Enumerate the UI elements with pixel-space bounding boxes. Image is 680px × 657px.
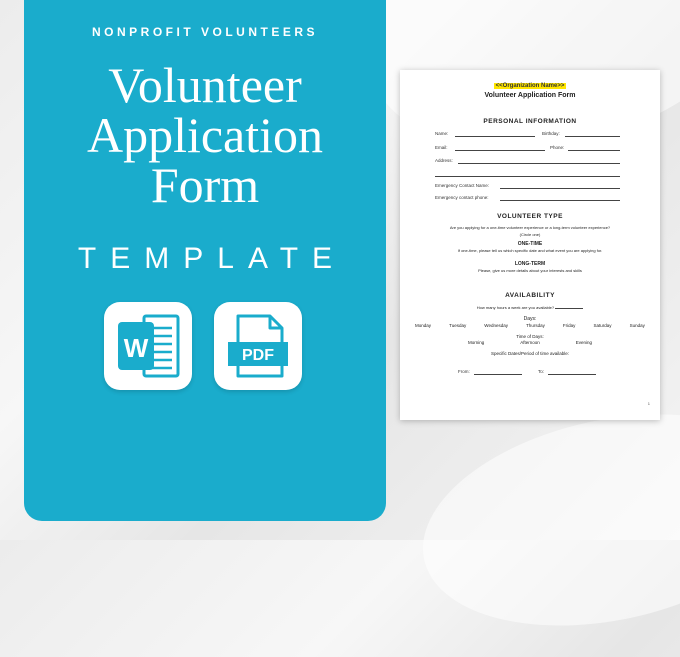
banner-subtitle: TEMPLATE [77, 242, 347, 275]
org-name-row [400, 83, 660, 89]
address-line-2 [435, 176, 620, 177]
pdf-badge-label: PDF [242, 347, 274, 364]
long-term-heading: LONG-TERM [514, 261, 546, 267]
one-time-heading: ONE-TIME [517, 241, 543, 247]
address-label: Address: [435, 158, 453, 163]
personal-heading: PERSONAL INFORMATION [483, 118, 577, 125]
emergency-phone-label: Emergency contact phone: [435, 195, 489, 200]
eyebrow-text: NONPROFIT VOLUNTEERS [91, 25, 318, 39]
title-line: Form [150, 157, 260, 213]
day-option: Thursday [526, 323, 545, 328]
email-label: Email: [435, 145, 448, 150]
day-option: Wednesday [484, 323, 508, 328]
hours-line [555, 308, 583, 309]
document-preview [400, 70, 660, 420]
doc-title: Volunteer Application Form [484, 92, 576, 99]
title-line: Volunteer [108, 57, 302, 113]
emergency-name-label: Emergency Contact Name: [435, 183, 490, 188]
to-label: To: [538, 369, 545, 374]
day-option: Saturday [593, 323, 612, 328]
to-line [548, 374, 596, 375]
name-line [455, 136, 535, 137]
address-line [458, 163, 620, 164]
phone-line [568, 150, 620, 151]
from-line [474, 374, 522, 375]
days-row [400, 323, 660, 328]
day-option: Sunday [629, 323, 645, 328]
volunteer-type-heading: VOLUNTEER TYPE [497, 213, 563, 220]
time-option: Morning [467, 340, 485, 345]
circle-one-note: (Circle one) [519, 232, 541, 237]
page-number: 1 [647, 401, 650, 406]
volunteer-type-question: Are you applying for a one-time volunteer experience or a long-term volunteer experience? [449, 225, 611, 230]
title-line: Application [86, 107, 324, 163]
background-swoosh [403, 383, 680, 657]
day-option: Tuesday [449, 323, 467, 328]
times-row [400, 340, 660, 345]
hours-row [400, 305, 660, 310]
day-option: Monday [415, 323, 432, 328]
emergency-phone-line [500, 200, 620, 201]
time-option: Evening [575, 340, 592, 345]
word-badge-letter: W [123, 333, 149, 363]
day-option: Friday [562, 323, 576, 328]
one-time-text: If one-time, please tell us which specific date and what event you are applying for. [457, 248, 603, 253]
days-label: Days: [523, 316, 537, 322]
availability-heading: AVAILABILITY [505, 292, 555, 299]
org-name-highlight: <<Organization Name>> [495, 83, 565, 89]
birthday-line [565, 136, 620, 137]
email-line [455, 150, 545, 151]
from-label: From: [458, 369, 470, 374]
hours-question: How many hours a week are you available? [476, 305, 555, 310]
emergency-name-line [500, 188, 620, 189]
birthday-label: Birthday: [542, 131, 560, 136]
time-label: Time of Days: [516, 334, 544, 339]
pdf-icon [214, 302, 302, 390]
time-option: Afternoon [520, 340, 540, 345]
specific-dates-label: Specific Dates/Period of time available: [490, 351, 570, 356]
banner-title [24, 57, 386, 213]
long-term-text: Please, give us more details about your interests and skills [478, 268, 582, 273]
name-label: Name: [435, 131, 449, 136]
word-icon [104, 302, 192, 390]
promo-banner [24, 0, 386, 521]
phone-label: Phone: [550, 145, 565, 150]
